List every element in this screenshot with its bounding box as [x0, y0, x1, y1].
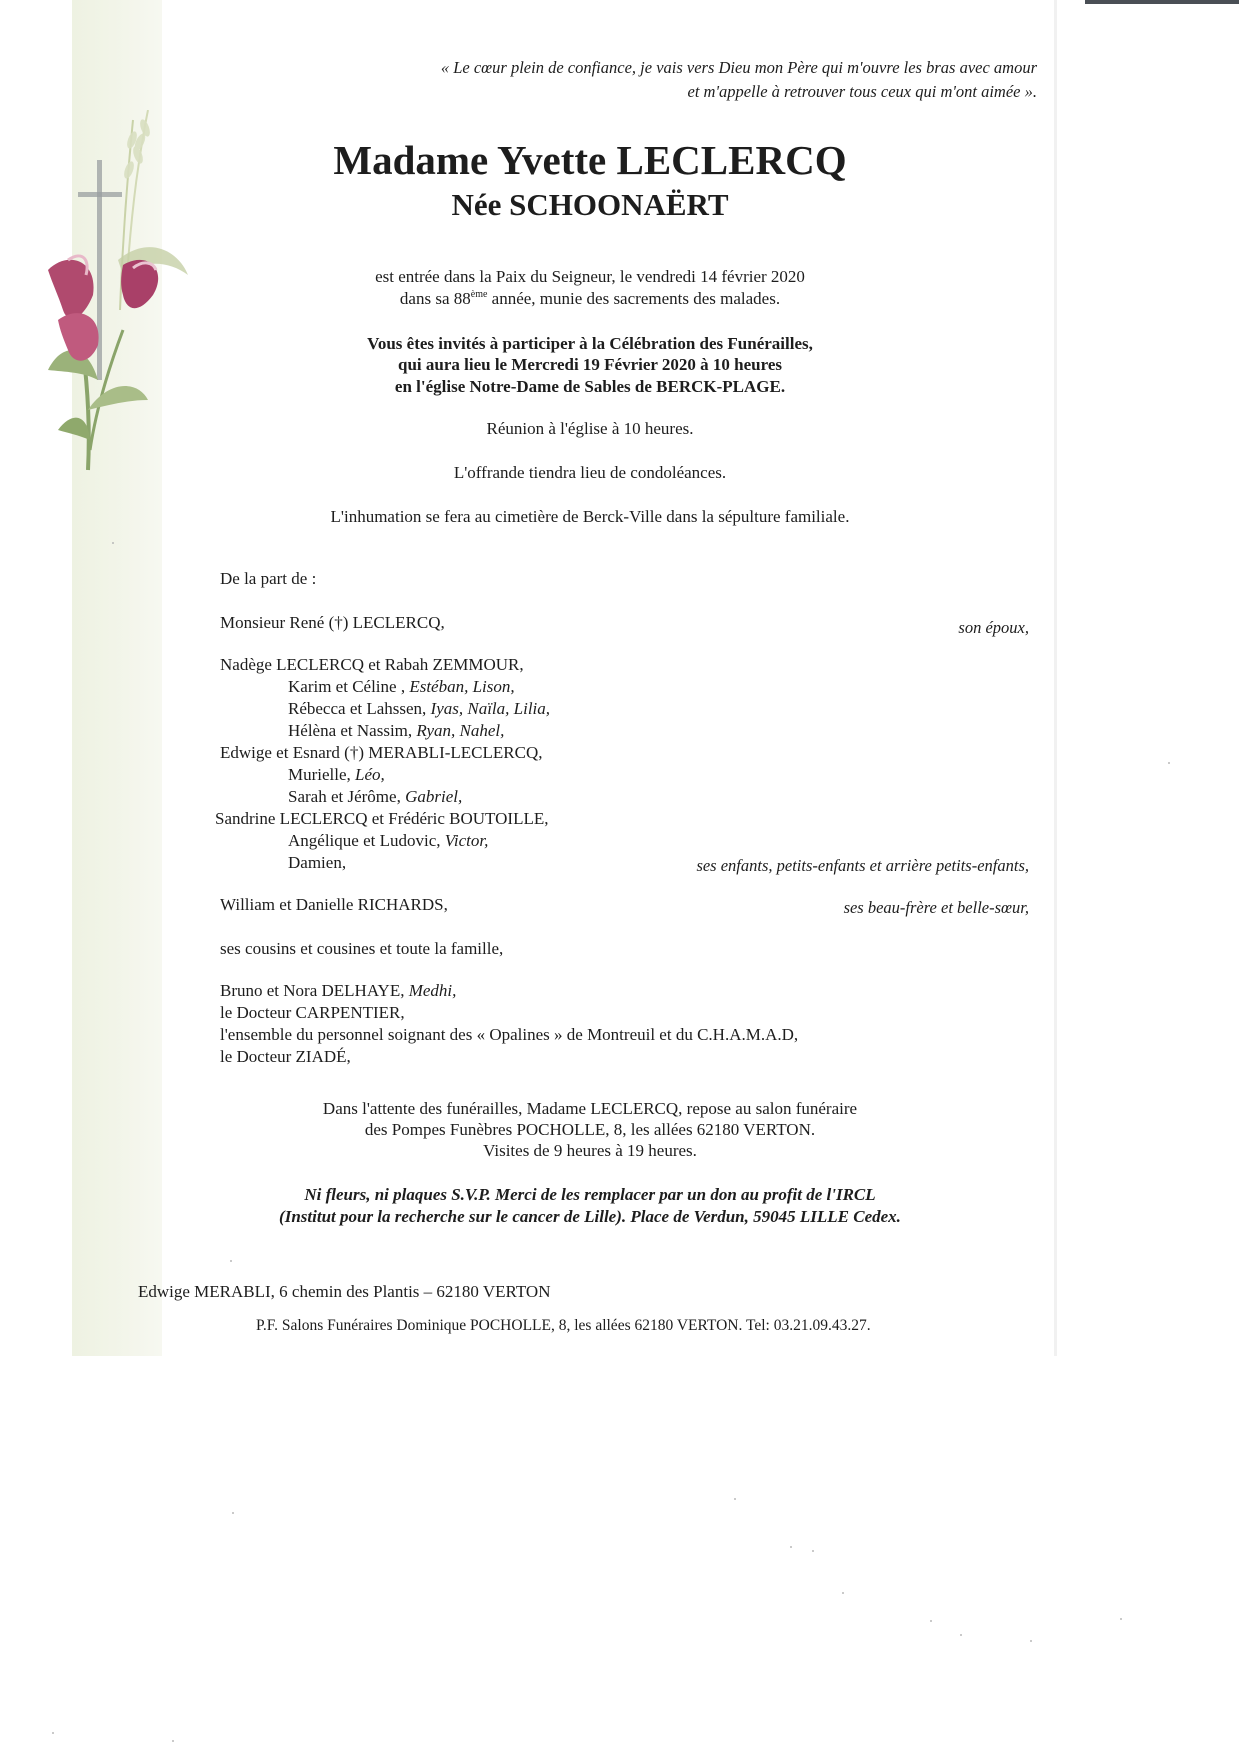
flowers-line-1: Ni fleurs, ni plaques S.V.P. Merci de les remplacer par un don au profit de l'IRCL — [304, 1185, 876, 1204]
other-line: l'ensemble du personnel soignant des « Opalines » de Montreuil et du C.H.A.M.A.D, — [220, 1025, 799, 1044]
spouse-name: Monsieur René (†) LECLERCQ, — [220, 613, 445, 632]
deceased-birth-name: Née SCHOONAËRT — [451, 187, 729, 222]
reunion-text: Réunion à l'église à 10 heures. — [486, 419, 694, 438]
quote-line-1: « Le cœur plein de confiance, je vais vers Dieu mon Père qui m'ouvre les bras avec amour — [440, 58, 1037, 77]
offrande-text: L'offrande tiendra lieu de condoléances. — [453, 463, 727, 482]
family-line: Hélèna et Nassim, Ryan, Nahel, — [288, 721, 505, 740]
family-line: Sandrine LECLERCQ et Frédéric BOUTOILLE, — [215, 809, 549, 828]
scan-corner-mark — [1085, 0, 1239, 4]
announcement-line-2 — [150, 290, 1030, 307]
repose-line-2: des Pompes Funèbres POCHOLLE, 8, les allées 62180 VERTON. — [364, 1120, 816, 1139]
other-line: Bruno et Nora DELHAYE, Medhi, — [220, 981, 457, 1000]
announcement-line-1: est entrée dans la Paix du Seigneur, le vendredi 14 février 2020 — [375, 267, 805, 286]
in-laws-name: William et Danielle RICHARDS, — [220, 895, 448, 914]
family-line: Nadège LECLERCQ et Rabah ZEMMOUR, — [220, 655, 524, 674]
quote-line-2: et m'appelle à retrouver tous ceux qui m'ont aimée ». — [687, 82, 1037, 101]
family-line: Angélique et Ludovic, Victor, — [288, 831, 489, 850]
repose-line-3: Visites de 9 heures à 19 heures. — [483, 1141, 697, 1160]
family-line: Sarah et Jérôme, Gabriel, — [288, 787, 463, 806]
ceremony-line-3: en l'église Notre-Dame de Sables de BERCK-PLAGE. — [394, 377, 786, 396]
in-laws-role: ses beau-frère et belle-sœur, — [843, 898, 1029, 917]
other-line: le Docteur ZIADÉ, — [220, 1047, 351, 1066]
from-label: De la part de : — [220, 569, 317, 588]
family-line: Murielle, Léo, — [288, 765, 385, 784]
paper-edge — [1054, 0, 1057, 1356]
ceremony-line-2: qui aura lieu le Mercredi 19 Février 2020 à 10 heures — [397, 355, 783, 374]
age-suffix: année, munie des sacrements des malades. — [487, 289, 781, 308]
family-line: Damien, — [288, 853, 347, 872]
contact-address: Edwige MERABLI, 6 chemin des Plantis – 62180 VERTON — [138, 1282, 551, 1301]
cousins-text: ses cousins et cousines et toute la famille, — [220, 939, 504, 958]
spouse-role: son époux, — [958, 618, 1029, 637]
deceased-name: Madame Yvette LECLERCQ — [333, 137, 847, 183]
family-line: Karim et Céline , Estéban, Lison, — [288, 677, 515, 696]
repose-line-1: Dans l'attente des funérailles, Madame LECLERCQ, repose au salon funéraire — [322, 1099, 858, 1118]
ceremony-line-1: Vous êtes invités à participer à la Célébration des Funérailles, — [367, 334, 813, 353]
family-line: Rébecca et Lahssen, Iyas, Naïla, Lilia, — [288, 699, 551, 718]
age-superscript: ème — [470, 289, 488, 300]
other-line: le Docteur CARPENTIER, — [220, 1003, 405, 1022]
children-role: ses enfants, petits-enfants et arrière petits-enfants, — [696, 856, 1029, 875]
family-line: Edwige et Esnard (†) MERABLI-LECLERCQ, — [220, 743, 543, 762]
flowers-line-2: (Institut pour la recherche sur le cancer de Lille). Place de Verdun, 59045 LILLE Cedex. — [279, 1207, 901, 1226]
age-prefix: dans sa 88 — [399, 289, 471, 308]
funeral-home-info: P.F. Salons Funéraires Dominique POCHOLLE, 8, les allées 62180 VERTON. Tel: 03.21.09.43.27. — [256, 1317, 871, 1334]
inhumation-text: L'inhumation se fera au cimetière de Berck-Ville dans la sépulture familiale. — [330, 507, 850, 526]
